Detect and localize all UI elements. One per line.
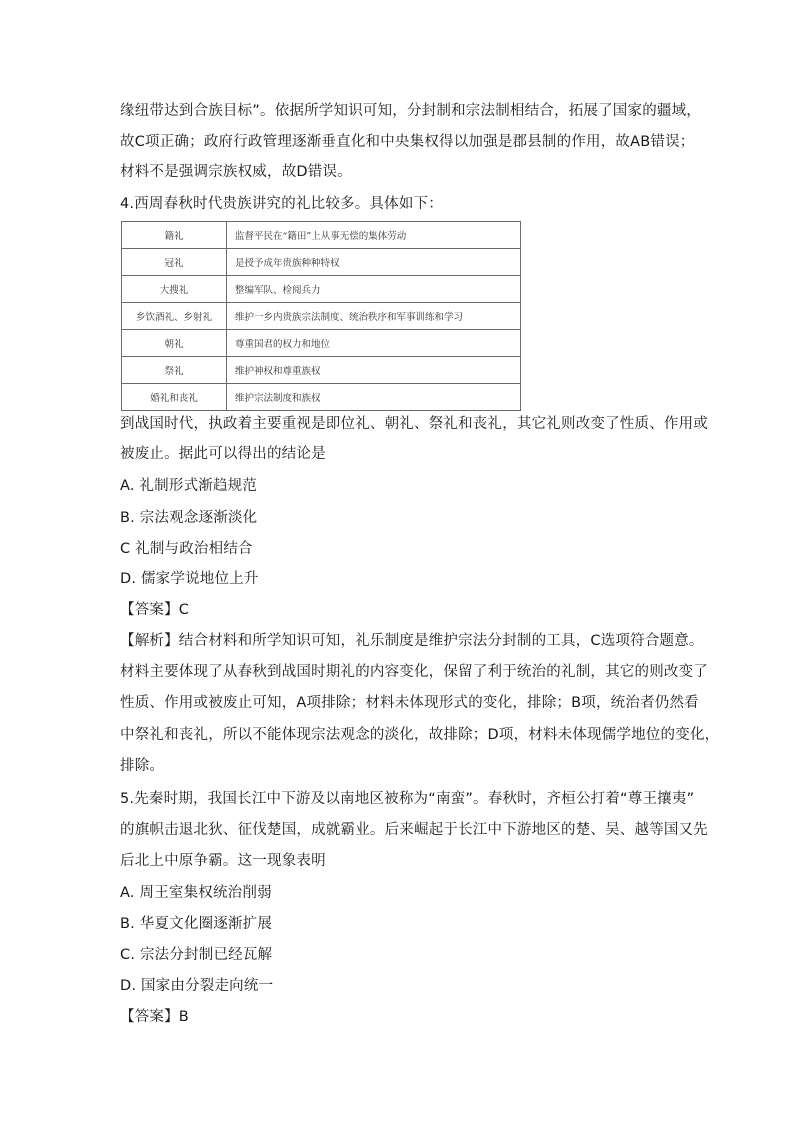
- table-row: [122, 276, 521, 303]
- q4-analysis-line-4: 中祭礼和丧礼，所以不能体现宗法观念的淡化，故排除；D项，材料未体现儒学地位的变化，: [120, 727, 720, 743]
- table-row: [122, 384, 521, 411]
- table-row: [122, 303, 521, 330]
- q4-analysis-line-2: 材料主要体现了从春秋到战国时期礼的内容变化，保留了利于统治的礼制，其它的则改变了: [120, 664, 708, 680]
- rite-name: 籍礼: [122, 222, 227, 249]
- table-row: [122, 330, 521, 357]
- rite-name: 大搜礼: [122, 276, 227, 303]
- rite-name: 祭礼: [122, 357, 227, 384]
- prev-explanation-line-1: 缘纽带达到合族目标”。依据所学知识可知，分封制和宗法制相结合，拓展了国家的疆域，: [120, 103, 702, 119]
- table-row: [122, 222, 521, 249]
- q4-analysis-line-5: 排除。: [120, 758, 165, 774]
- q4-option-a: A. 礼制形式渐趋规范: [120, 478, 258, 494]
- q5-option-a: A. 周王室集权统治削弱: [120, 885, 272, 901]
- q5-stem-line-2: 的旗帜击退北狄、征伐楚国，成就霸业。后来崛起于长江中下游地区的楚、吴、越等国又先: [120, 822, 708, 838]
- rite-purpose: 尊重国君的权力和地位: [227, 330, 521, 357]
- rite-purpose: 监督平民在“籍田”上从事无偿的集体劳动: [227, 222, 521, 249]
- rite-purpose: 整编军队、检阅兵力: [227, 276, 521, 303]
- prev-explanation-line-2: 故C项正确；政府行政管理逐渐垂直化和中央集权得以加强是郡县制的作用，故AB错误；: [120, 134, 695, 150]
- rite-purpose: 是授予成年贵族种种特权: [227, 249, 521, 276]
- rite-purpose: 维护一乡内贵族宗法制度、统治秩序和军事训练和学习: [227, 303, 521, 330]
- q4-stem-cont-line-2: 被废止。据此可以得出的结论是: [120, 446, 326, 462]
- rites-table: [121, 221, 521, 411]
- table-row: [122, 249, 521, 276]
- table-row: [122, 357, 521, 384]
- q4-analysis-line-3: 性质、作用或被废止可知，A项排除；材料未体现形式的变化，排除；B项，统治者仍然看: [120, 695, 699, 711]
- q5-stem-line-1: 5.先秦时期，我国长江中下游及以南地区被称为“南蛮”。春秋时，齐桓公打着“尊王攘夷”: [120, 791, 695, 807]
- q5-option-c: C. 宗法分封制已经瓦解: [120, 947, 273, 963]
- q4-stem-cont-line-1: 到战国时代，执政着主要重视是即位礼、朝礼、祭礼和丧礼，其它礼则改变了性质、作用或: [120, 416, 708, 432]
- q5-option-b: B. 华夏文化圈逐渐扩展: [120, 916, 273, 932]
- q4-option-b: B. 宗法观念逐渐淡化: [120, 510, 258, 526]
- prev-explanation-line-3: 材料不是强调宗族权威，故D错误。: [120, 164, 352, 180]
- q4-stem: 4.西周春秋时代贵族讲究的礼比较多。具体如下：: [120, 196, 443, 212]
- rite-name: 冠礼: [122, 249, 227, 276]
- q5-stem-line-3: 后北上中原争霸。这一现象表明: [120, 853, 326, 869]
- q5-option-d: D. 国家由分裂走向统一: [120, 978, 274, 994]
- rite-name: 乡饮酒礼、乡射礼: [122, 303, 227, 330]
- q4-answer: 【答案】C: [120, 602, 190, 618]
- rite-name: 朝礼: [122, 330, 227, 357]
- q4-option-d: D. 儒家学说地位上升: [120, 571, 259, 587]
- rite-name: 婚礼和丧礼: [122, 384, 227, 411]
- q5-answer: 【答案】B: [120, 1009, 189, 1025]
- q4-option-c: C 礼制与政治相结合: [120, 541, 253, 557]
- rite-purpose: 维护神权和尊重族权: [227, 357, 521, 384]
- rite-purpose: 维护宗法制度和族权: [227, 384, 521, 411]
- q4-analysis-line-1: 【解析】结合材料和所学知识可知，礼乐制度是维护宗法分封制的工具，C选项符合题意。: [120, 633, 704, 649]
